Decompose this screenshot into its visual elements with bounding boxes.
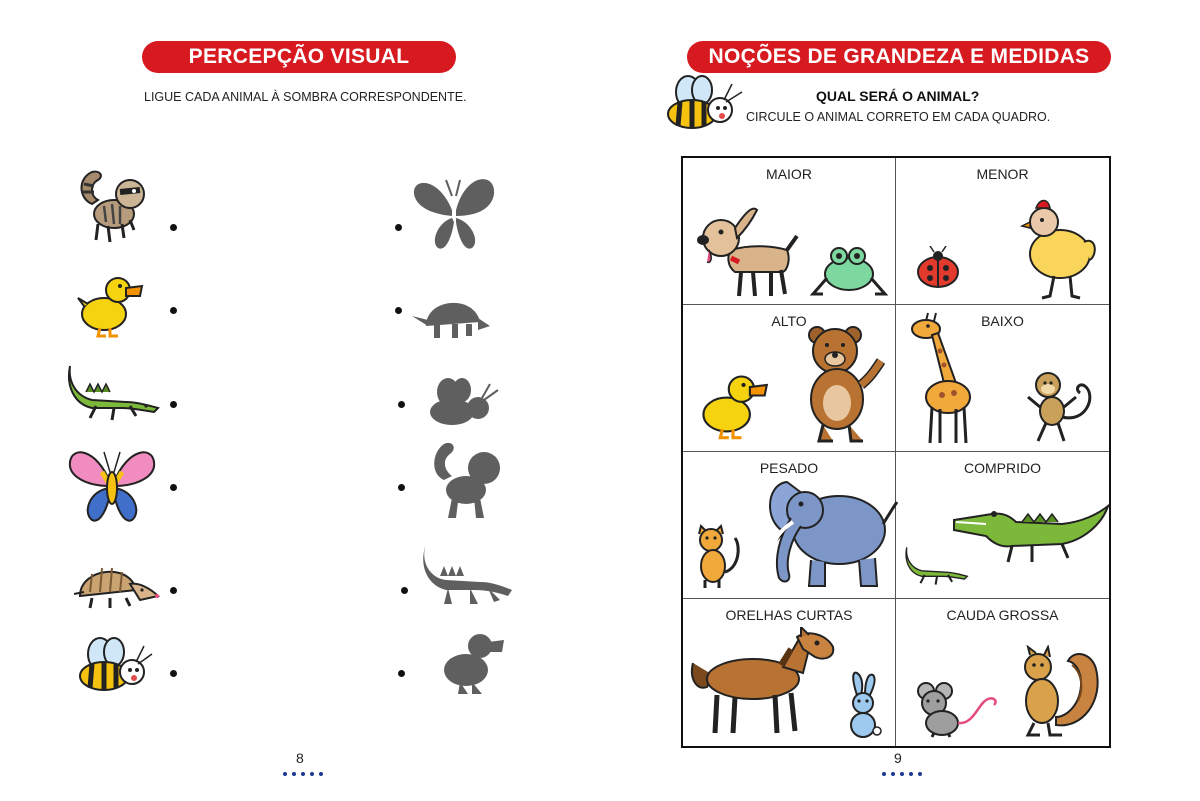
left-page-title: PERCEPÇÃO VISUAL xyxy=(142,41,456,73)
crocodile-icon[interactable] xyxy=(952,500,1110,570)
connection-dot[interactable] xyxy=(395,224,402,231)
connection-dot[interactable] xyxy=(401,587,408,594)
connection-dot[interactable] xyxy=(170,224,177,231)
armadillo-shadow-icon xyxy=(408,288,492,344)
connection-dot[interactable] xyxy=(170,670,177,677)
cell-alto xyxy=(683,305,896,452)
cell-orelhas-curtas xyxy=(683,599,896,746)
armadillo-icon xyxy=(70,556,160,612)
cell-label: MENOR xyxy=(976,166,1029,182)
connection-dot[interactable] xyxy=(395,307,402,314)
frog-icon[interactable] xyxy=(809,238,889,300)
duck-icon[interactable] xyxy=(695,367,771,443)
cell-label: MAIOR xyxy=(766,166,812,182)
page-dots xyxy=(283,772,323,776)
raccoon-icon xyxy=(74,164,154,248)
connection-dot[interactable] xyxy=(170,484,177,491)
cell-maior xyxy=(683,158,896,305)
butterfly-icon xyxy=(66,442,158,526)
connection-dot[interactable] xyxy=(170,587,177,594)
bee-shadow-icon xyxy=(424,376,500,432)
bear-icon[interactable] xyxy=(801,321,891,445)
elephant-icon[interactable] xyxy=(759,474,899,592)
question-text: QUAL SERÁ O ANIMAL? xyxy=(816,88,980,104)
left-page-instruction: LIGUE CADA ANIMAL À SOMBRA CORRESPONDENTE. xyxy=(144,90,467,104)
cell-label: COMPRIDO xyxy=(964,460,1041,476)
cell-label: PESADO xyxy=(759,460,819,476)
cell-pesado xyxy=(683,452,896,599)
cell-menor xyxy=(896,158,1109,305)
mouse-icon[interactable] xyxy=(904,679,1000,739)
cell-label: ORELHAS CURTAS xyxy=(725,607,853,623)
connection-dot[interactable] xyxy=(170,307,177,314)
bee-icon xyxy=(74,636,156,698)
dog-icon[interactable] xyxy=(691,200,801,300)
page-number: 9 xyxy=(894,750,902,766)
butterfly-shadow-icon xyxy=(408,172,500,252)
connection-dot[interactable] xyxy=(398,670,405,677)
right-page-title: NOÇÕES DE GRANDEZA E MEDIDAS xyxy=(687,41,1111,73)
connection-dot[interactable] xyxy=(398,484,405,491)
squirrel-icon[interactable] xyxy=(1012,645,1102,741)
ladybug-icon[interactable] xyxy=(912,246,962,290)
hen-icon[interactable] xyxy=(1014,192,1098,302)
horse-icon[interactable] xyxy=(687,627,837,739)
page-number: 8 xyxy=(296,750,304,766)
duck-icon xyxy=(74,270,146,340)
page-dots xyxy=(882,772,922,776)
cell-label: ALTO xyxy=(771,313,807,329)
right-page-instruction: CIRCULE O ANIMAL CORRETO EM CADA QUADRO. xyxy=(746,110,1051,124)
giraffe-icon[interactable] xyxy=(904,311,974,451)
cell-cauda-grossa xyxy=(896,599,1109,746)
right-page xyxy=(600,0,1200,801)
connection-dot[interactable] xyxy=(170,401,177,408)
cell-label: CAUDA GROSSA xyxy=(946,607,1059,623)
cell-baixo xyxy=(896,305,1109,452)
connection-dot[interactable] xyxy=(398,401,405,408)
rabbit-icon[interactable] xyxy=(835,671,889,741)
lizard-icon xyxy=(66,362,162,424)
cell-comprido xyxy=(896,452,1109,599)
comparison-grid xyxy=(681,156,1111,748)
raccoon-shadow-icon xyxy=(428,438,508,524)
duck-shadow-icon xyxy=(436,626,506,696)
monkey-icon[interactable] xyxy=(1026,367,1102,447)
lizard-shadow-icon xyxy=(418,540,514,610)
cell-label: BAIXO xyxy=(981,313,1024,329)
bee-mascot-icon xyxy=(660,74,746,136)
cat-icon[interactable] xyxy=(691,524,745,590)
